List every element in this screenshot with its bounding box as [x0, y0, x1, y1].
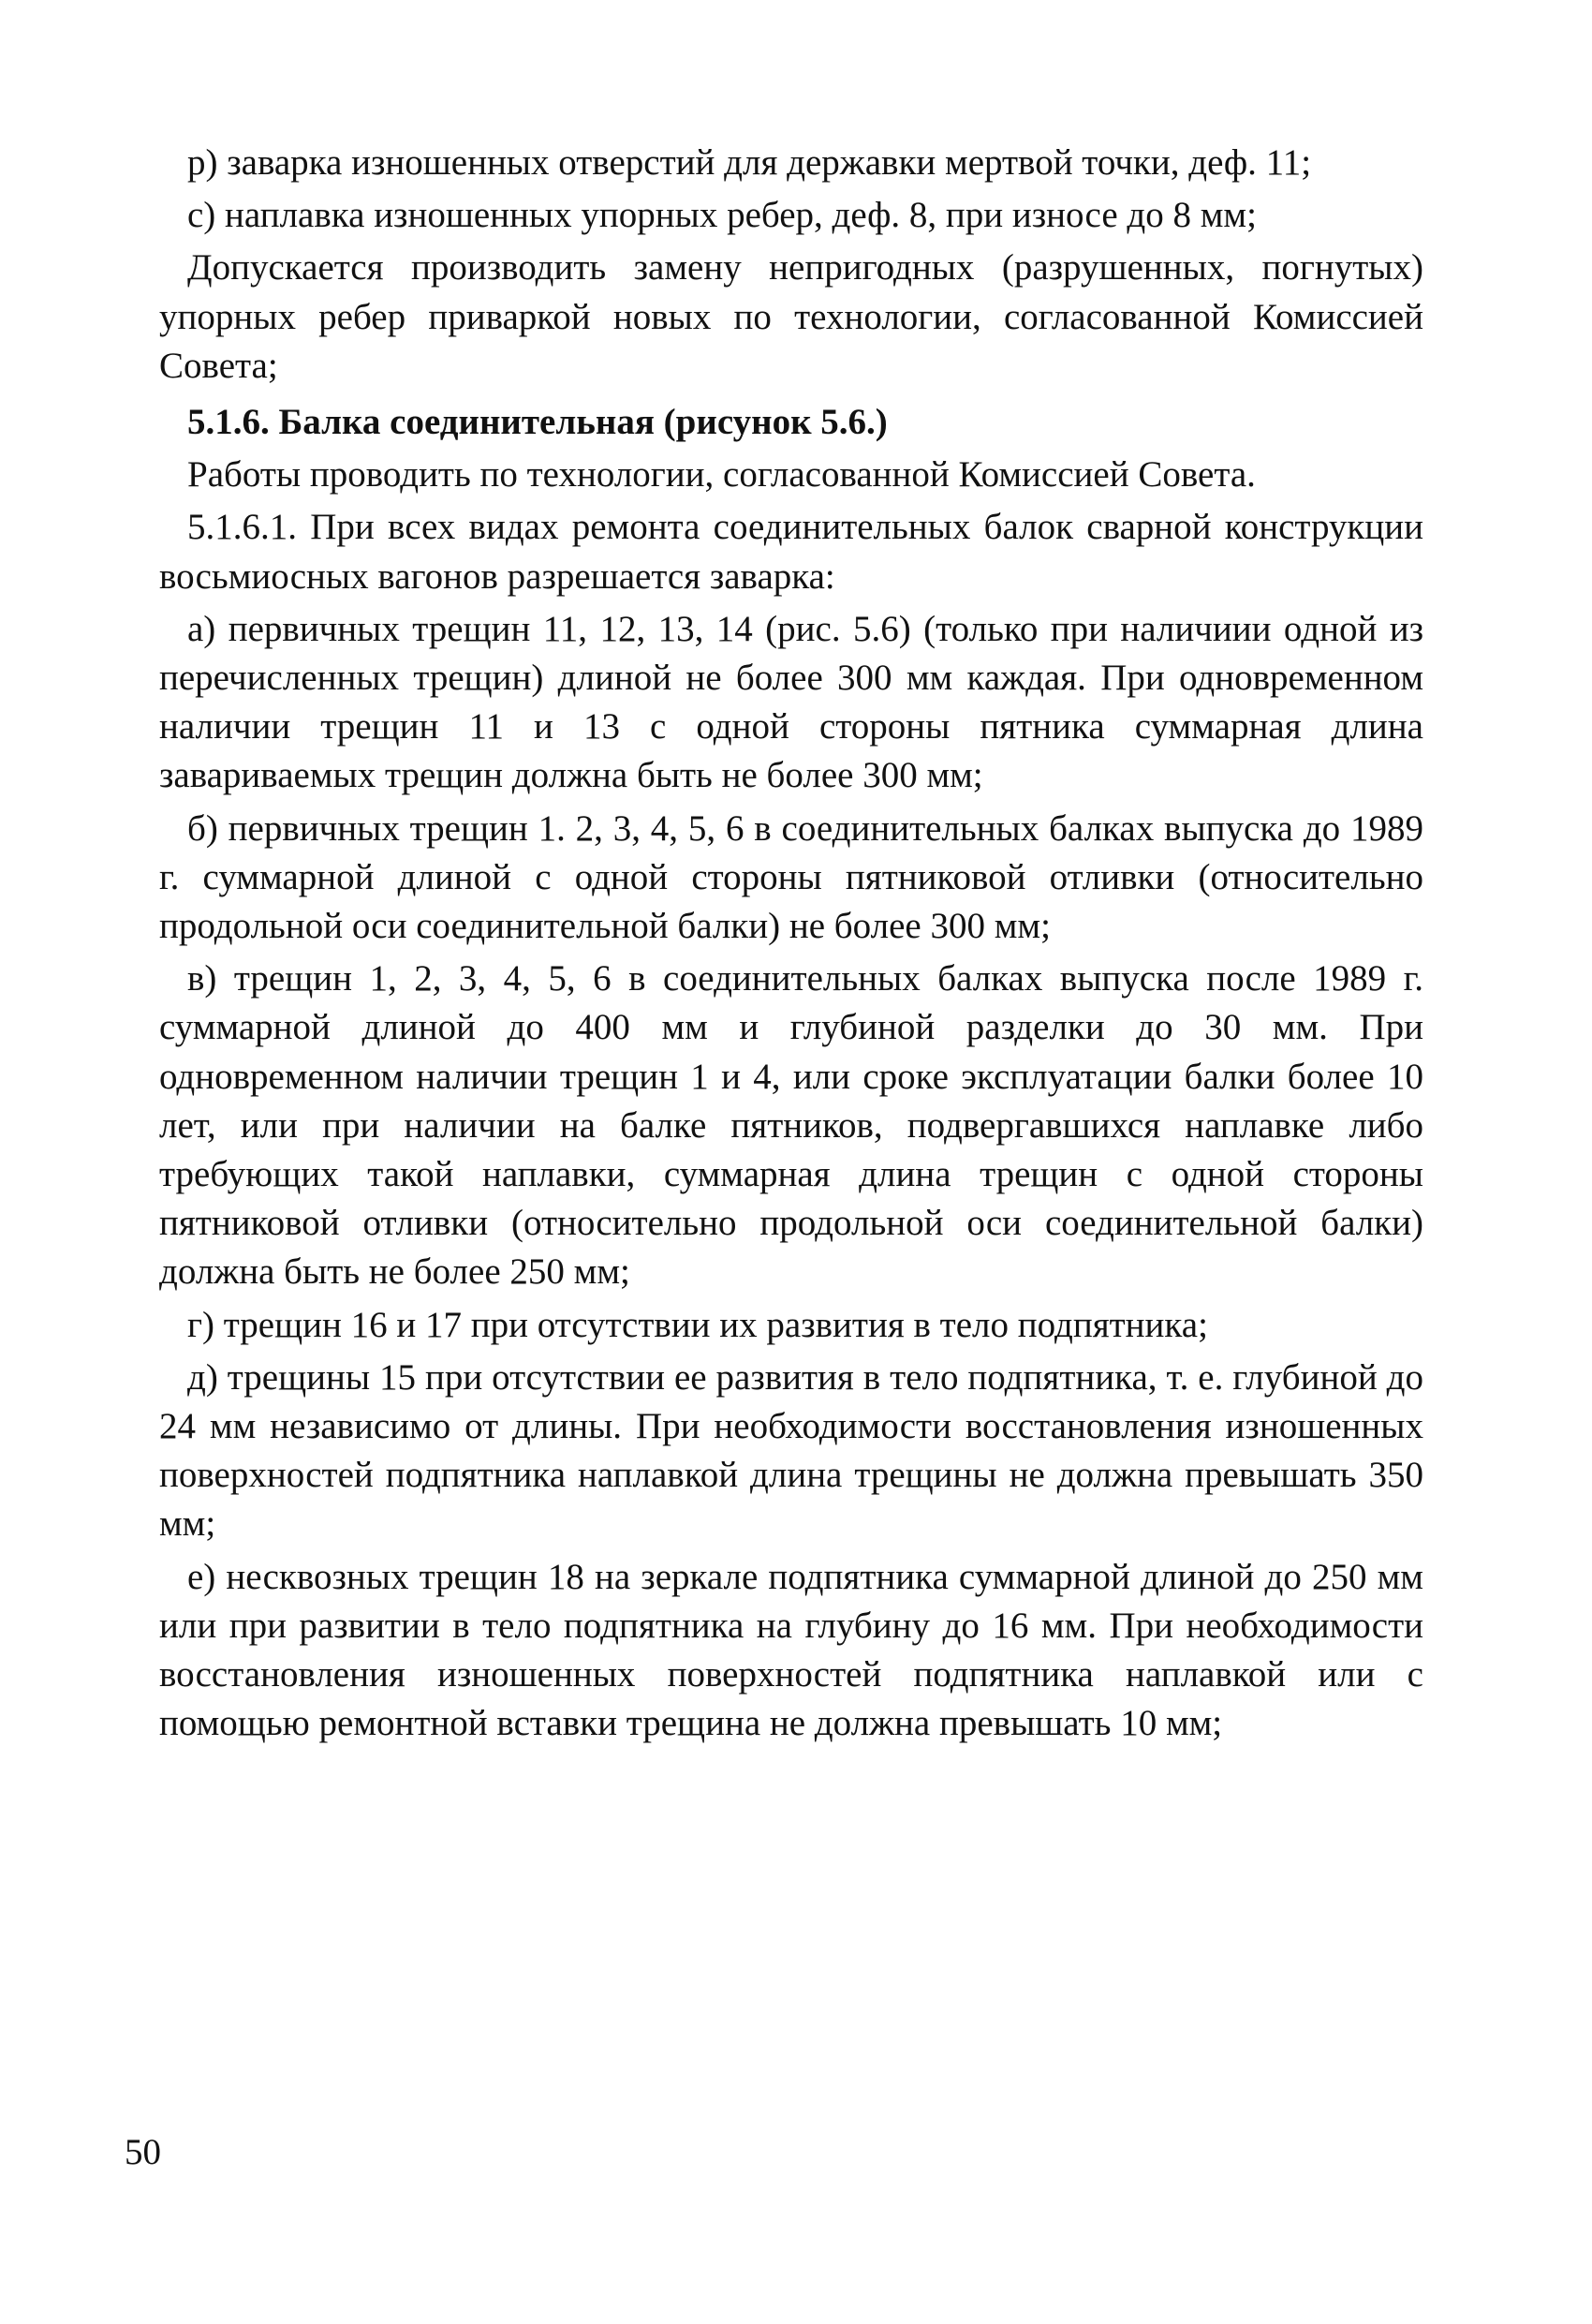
paragraph-a: а) первичных трещин 11, 12, 13, 14 (рис. 5.6) (только при наличиии одной из перечисленных трещин) длиной не более 300 мм каждая. При одновременном наличии трещин 11 и 13 с одной стороны пятника суммарная длина завариваемых трещин должна быть не более 300 мм;	[159, 608, 1423, 796]
page-number: 50	[125, 2132, 161, 2172]
paragraph-b: б) первичных трещин 1. 2, 3, 4, 5, 6 в соединительных балках выпуска до 1989 г. суммарной длиной с одной стороны пятниковой отливки (относительно продольной оси соединительной балки) не более 300 мм;	[159, 807, 1423, 947]
paragraph-works: Работы проводить по технологии, согласованной Комиссией Совета.	[187, 454, 1256, 496]
paragraph-v: в) трещин 1, 2, 3, 4, 5, 6 в соединительных балках выпуска после 1989 г. суммарной длиной до 400 мм и глубиной разделки до 30 мм. При одновременном наличии трещин 1 и 4, или сроке эксплуатации балки более 10 лет, или при наличии на балке пятников, подвергавшихся наплавке либо требующих такой наплавки, суммарная длина трещин с одной стороны пятниковой отливки (относительно продольной оси соединительной балки) должна быть не более 250 мм;	[159, 958, 1423, 1293]
body-text	[159, 139, 1423, 1753]
paragraph-d: д) трещины 15 при отсутствии ее развития в тело подпятника, т. е. глубиной до 24 мм независимо от длины. При необходимости восстановления изношенных поверхностей подпятника наплавкой длина трещины не должна превышать 350 мм;	[159, 1356, 1423, 1545]
paragraph-e: е) несквозных трещин 18 на зеркале подпятника суммарной длиной до 250 мм или при развитии в тело подпятника на глубину до 16 мм. При необходимости восстановления изношенных поверхностей подпятника наплавкой или с помощью ремонтной вставки трещина не должна превышать 10 мм;	[159, 1556, 1423, 1744]
paragraph-5-1-6-1: 5.1.6.1. При всех видах ремонта соединительных балок сварной конструкции восьмиосных вагонов разрешается заварка:	[159, 507, 1423, 597]
section-heading-5-1-6: 5.1.6. Балка соединительная (рисунок 5.6.)	[187, 402, 888, 443]
paragraph-r: р) заварка изношенных отверстий для державки мертвой точки, деф. 11;	[187, 142, 1312, 183]
paragraph-s: с) наплавка изношенных упорных ребер, деф. 8, при износе до 8 мм;	[187, 195, 1257, 236]
paragraph-g: г) трещин 16 и 17 при отсутствии их развития в тело подпятника;	[187, 1304, 1208, 1345]
paragraph-allowance: Допускается производить замену непригодных (разрушенных, погнутых) упорных ребер приваркой новых по технологии, согласованной Комиссией Совета;	[159, 247, 1423, 386]
